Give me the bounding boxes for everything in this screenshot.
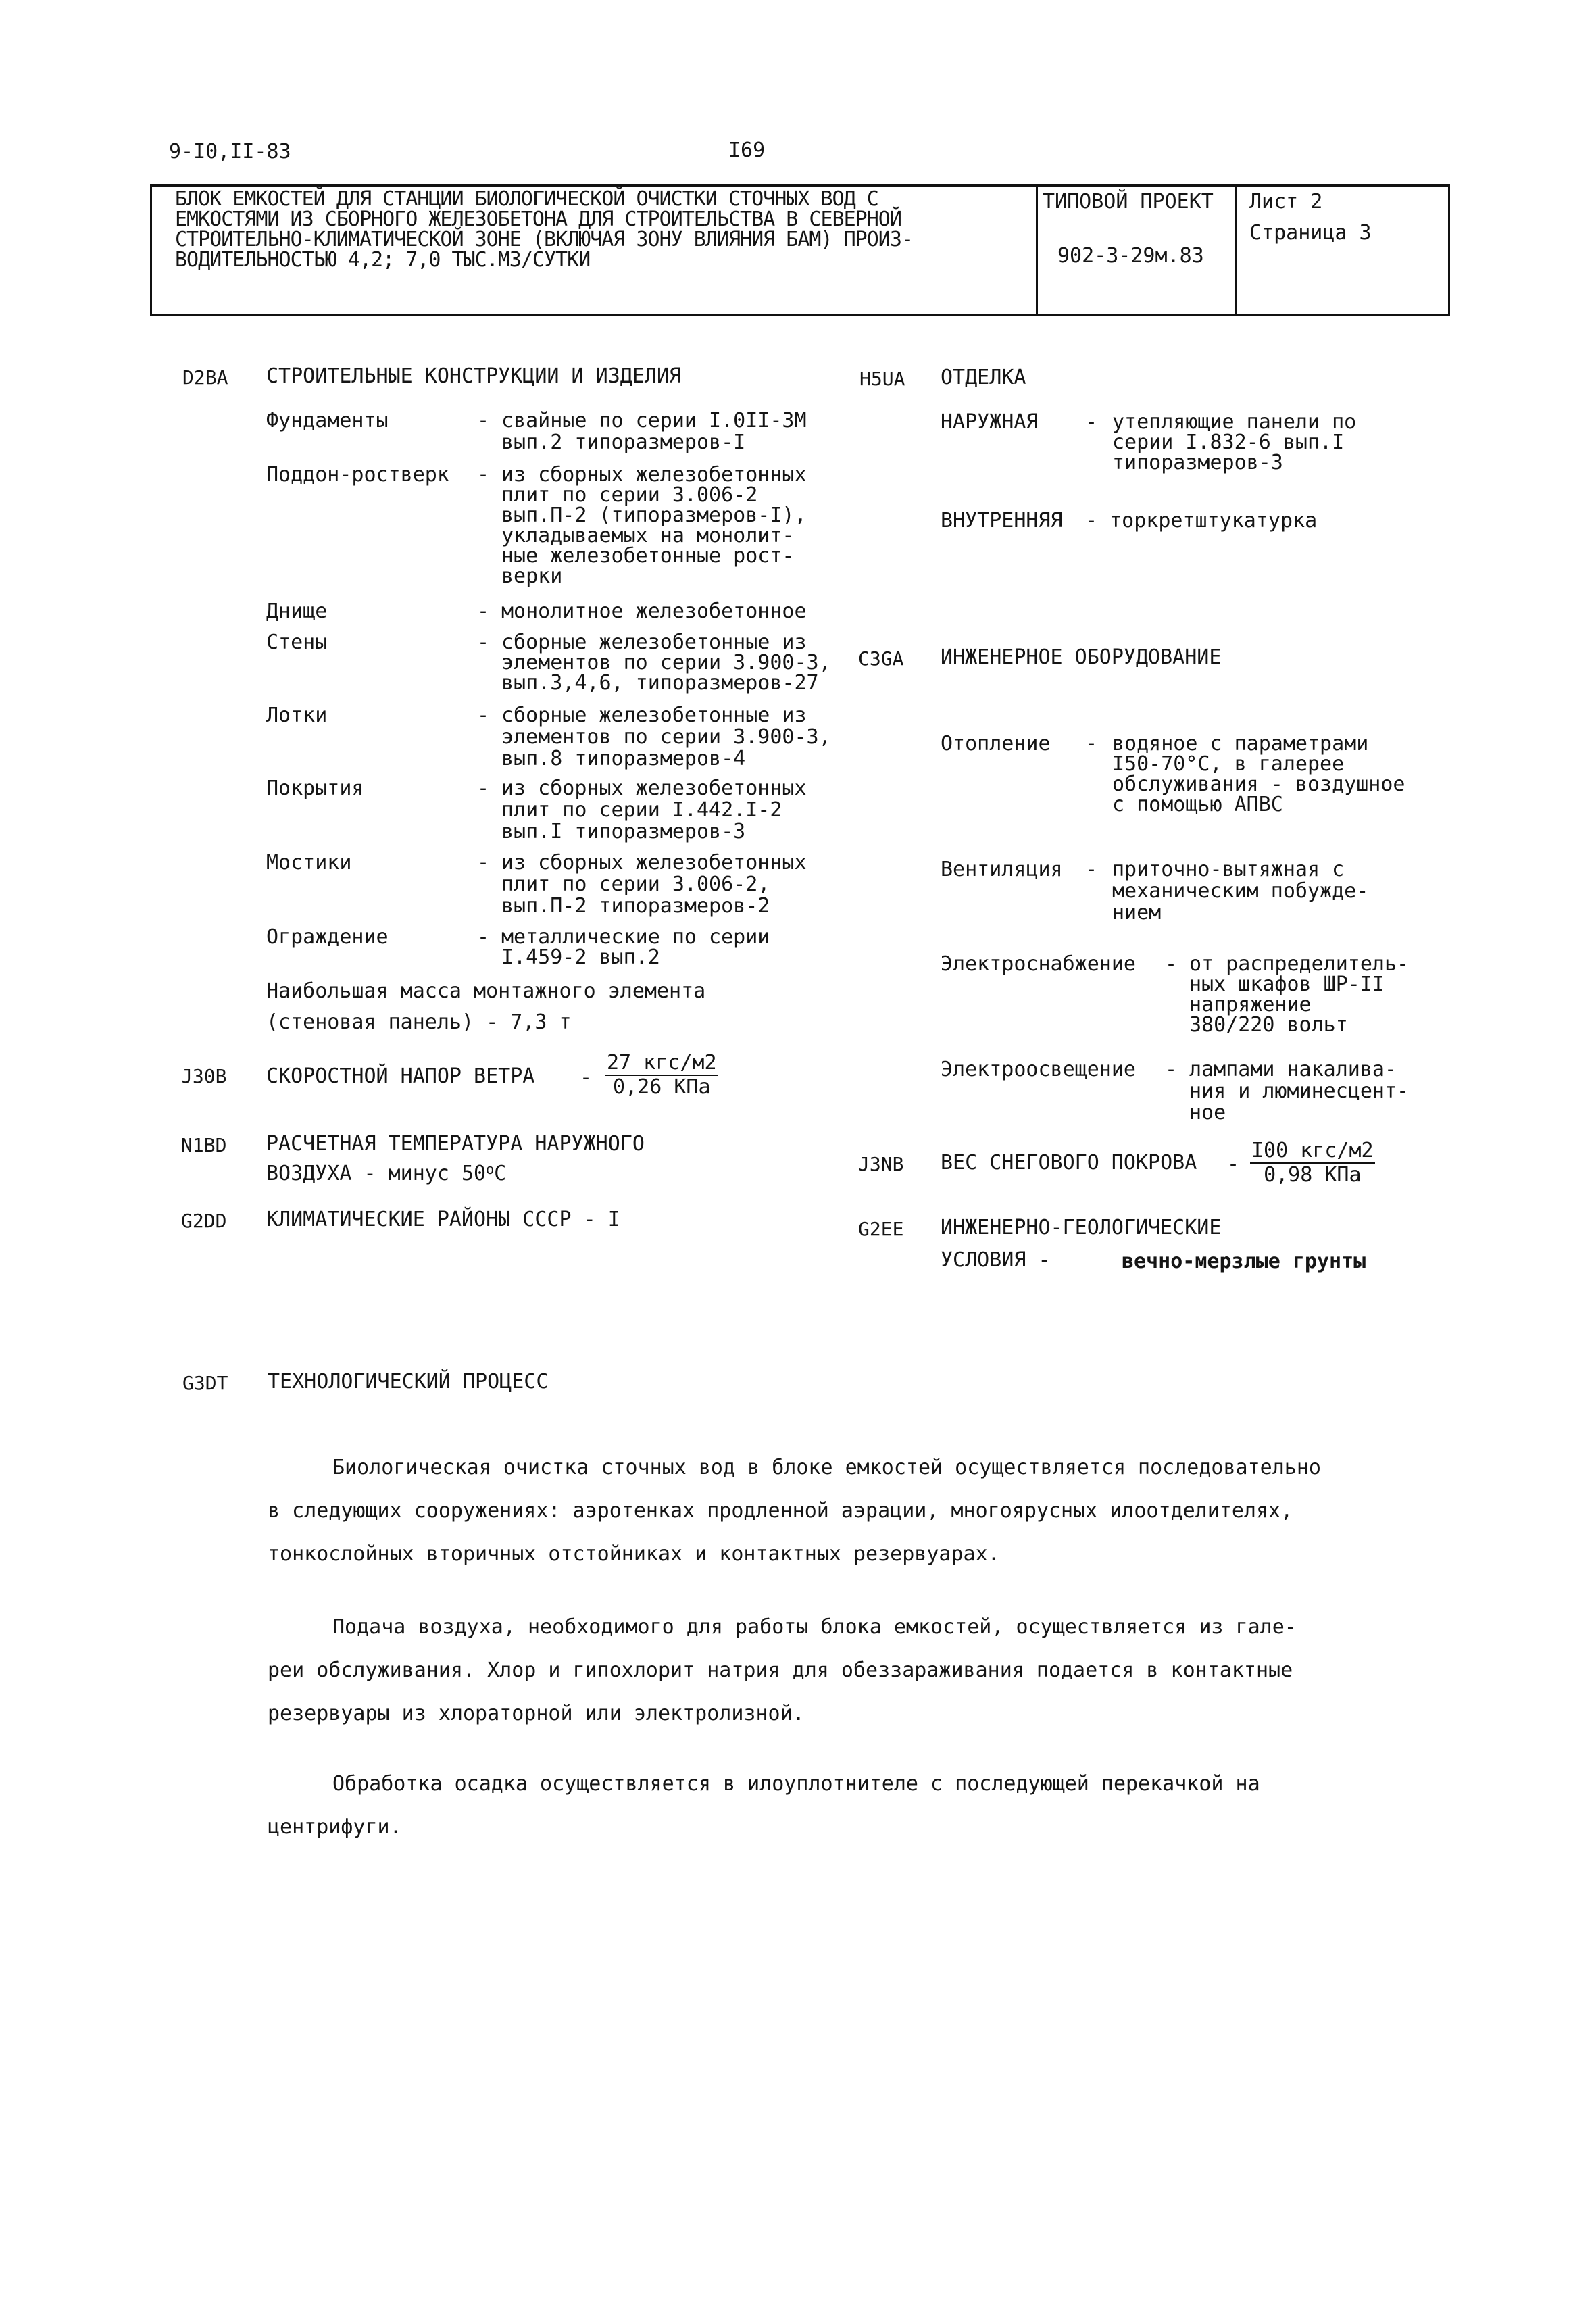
spec-dash: - (477, 777, 490, 800)
section-code-n1bd: N1BD (181, 1134, 227, 1156)
equip-line: напряжение (1189, 993, 1312, 1016)
equip-line: 380/220 вольт (1189, 1013, 1348, 1037)
equip-dash: - (1085, 858, 1098, 881)
spec-line: из сборных железобетонных (501, 851, 807, 875)
finishing-outer-dash: - (1085, 410, 1098, 434)
equip-dash: - (1165, 1058, 1178, 1081)
wind-pressure-dash: - (580, 1066, 593, 1089)
section-code-g2dd: G2DD (181, 1210, 227, 1232)
spec-line: из сборных железобетонных (501, 777, 807, 800)
equip-line: ное (1189, 1101, 1226, 1125)
spec-label: Мостики (266, 851, 352, 875)
fraction (1250, 1139, 1375, 1187)
snow-load-value (1250, 1139, 1375, 1187)
equip-line: водяное с параметрами (1112, 732, 1369, 756)
paragraph-line: тонкослойных вторичных отстойниках и контактных резервуарах. (268, 1542, 1000, 1566)
spec-line: элементов по серии 3.900-3, (501, 651, 831, 674)
paragraph-line: резервуары из хлораторной или электролизной. (268, 1702, 805, 1725)
section-code-c3ga: C3GA (858, 647, 904, 670)
equip-line: от распределитель- (1189, 952, 1410, 976)
paragraph-line: в следующих сооружениях: аэротенках продленной аэрации, многоярусных илоотделителях, (268, 1499, 1293, 1523)
process-paragraph-2 (268, 1606, 1389, 1736)
design-temp-text: ВОЗДУХА - минус 50 (266, 1162, 487, 1185)
spec-line: элементов по серии 3.900-3, (501, 725, 831, 749)
equip-label: Отопление (941, 732, 1051, 756)
spec-label: Днище (266, 599, 328, 623)
spec-dash: - (477, 409, 490, 433)
spec-line: сборные железобетонные из (501, 704, 807, 727)
paragraph-line: реи обслуживания. Хлор и гипохлорит натрия для обеззараживания подается в контактные (268, 1658, 1293, 1682)
spec-label: Поддон-ростверк (266, 463, 449, 487)
climatic-regions: КЛИМАТИЧЕСКИЕ РАЙОНЫ СССР - I (266, 1208, 620, 1231)
wind-pressure-title: СКОРОСТНОЙ НАПОР ВЕТРА (266, 1064, 535, 1088)
wind-pressure-value (605, 1052, 718, 1099)
equip-line: нием (1112, 901, 1162, 925)
paragraph-line: Подача воздуха, необходимого для работы блока емкостей, осуществляется из гале- (332, 1615, 1297, 1639)
geology-value: вечно-мерзлые грунты (1122, 1250, 1366, 1273)
spec-line: верки (501, 564, 563, 588)
spec-line: плит по серии I.442.I-2 (501, 798, 782, 822)
sheet-label: Лист 2 (1249, 190, 1323, 214)
spec-line: вып.8 типоразмеров-4 (501, 747, 746, 770)
equip-line: ных шкафов ШР-II (1189, 973, 1385, 996)
design-temp-line-1: РАСЧЕТНАЯ ТЕМПЕРАТУРА НАРУЖНОГО (266, 1132, 645, 1156)
section-title-constructions: СТРОИТЕЛЬНЫЕ КОНСТРУКЦИИ И ИЗДЕЛИЯ (266, 364, 682, 388)
project-label: ТИПОВОЙ ПРОЕКТ (1043, 190, 1214, 214)
finishing-inner-label: ВНУТРЕННЯЯ (941, 509, 1063, 533)
equip-line: обслуживания - воздушное (1112, 772, 1405, 796)
spec-line: вып.I типоразмеров-3 (501, 820, 746, 843)
equip-line: механическим побужде- (1112, 879, 1369, 903)
title-line-3: СТРОИТЕЛЬНО-КЛИМАТИЧЕСКОЙ ЗОНЕ (ВКЛЮЧАЯ ЗОНУ ВЛИЯНИЯ БАМ) ПРОИЗ- (175, 228, 913, 251)
title-line-4: ВОДИТЕЛЬНОСТЬЮ 4,2; 7,0 ТЫС.М3/СУТКИ (175, 248, 591, 272)
section-code-d2ba: D2BA (182, 366, 228, 389)
title-line-1: БЛОК ЕМКОСТЕЙ ДЛЯ СТАНЦИИ БИОЛОГИЧЕСКОЙ ОЧИСТКИ СТОЧНЫХ ВОД С (175, 187, 878, 211)
spec-line: свайные по серии I.0II-3M (501, 409, 807, 433)
section-title-engineering: ИНЖЕНЕРНОЕ ОБОРУДОВАНИЕ (941, 645, 1222, 669)
spec-label: Покрытия (266, 777, 364, 800)
equip-label: Вентиляция (941, 858, 1063, 881)
paragraph-line: Обработка осадка осуществляется в илоуплотнителе с последующей перекачкой на (332, 1772, 1260, 1796)
spec-label: Лотки (266, 704, 328, 727)
spec-line: вып.П-2 типоразмеров-2 (501, 894, 770, 918)
section-title-finishing: ОТДЕЛКА (941, 366, 1026, 389)
spec-line: I.459-2 вып.2 (501, 945, 660, 969)
equip-label: Электроснабжение (941, 952, 1136, 976)
spec-line: металлические по серии (501, 925, 770, 949)
spec-line: плит по серии 3.006-2 (501, 483, 758, 507)
paragraph-line: Биологическая очистка сточных вод в блоке емкостей осуществляется последовательно (332, 1456, 1321, 1479)
spec-line: вып.2 типоразмеров-I (501, 430, 746, 454)
finishing-inner-value: - торкретштукатурка (1085, 509, 1318, 533)
project-code: 902-3-29м.83 (1057, 244, 1204, 268)
numerator: I00 кгс/м2 (1251, 1139, 1374, 1162)
snow-load-dash: - (1227, 1152, 1240, 1176)
numerator: 27 кгс/м2 (607, 1051, 717, 1075)
equip-line: ния и люминесцент- (1189, 1079, 1410, 1103)
spec-label: Ограждение (266, 925, 389, 949)
title-block (150, 184, 1450, 316)
section-code-h5ua: H5UA (859, 368, 905, 390)
equip-dash: - (1085, 732, 1098, 756)
section-code-j3nb: J3NB (858, 1153, 904, 1175)
spec-dash: - (477, 851, 490, 875)
finishing-outer-line: серии I.832-6 вып.I (1112, 430, 1345, 454)
temp-unit: С (494, 1162, 507, 1185)
equip-label: Электроосвещение (941, 1058, 1136, 1081)
equip-dash: - (1165, 952, 1178, 976)
spec-line: вып.3,4,6, типоразмеров-27 (501, 671, 819, 695)
spec-dash: - (477, 925, 490, 949)
design-temp-line-2 (266, 1162, 506, 1185)
degree-sign: о (486, 1161, 495, 1177)
fraction (605, 1052, 718, 1099)
max-mass-line-1: Наибольшая масса монтажного элемента (266, 979, 706, 1003)
denominator: 0,98 КПа (1264, 1163, 1362, 1187)
spec-label: Стены (266, 631, 328, 654)
spec-line: ные железобетонные рост- (501, 544, 795, 568)
paragraph-line: центрифуги. (268, 1815, 402, 1839)
section-code-g2ee: G2EE (858, 1218, 904, 1240)
spec-line: сборные железобетонные из (501, 631, 807, 654)
spec-line: монолитное железобетонное (501, 599, 807, 623)
process-paragraph-1 (268, 1446, 1389, 1576)
spec-dash: - (477, 631, 490, 654)
spec-dash: - (477, 463, 490, 487)
max-mass-line-2: (стеновая панель) - 7,3 т (266, 1010, 572, 1034)
title-line-2: ЕМКОСТЯМИ ИЗ СБОРНОГО ЖЕЛЕЗОБЕТОНА ДЛЯ СТРОИТЕЛЬСТВА В СЕВЕРНОЙ (175, 207, 901, 231)
denominator: 0,26 КПа (613, 1075, 711, 1099)
section-code-g3dt: G3DT (182, 1372, 228, 1394)
spec-label: Фундаменты (266, 409, 389, 433)
geology-line-1: ИНЖЕНЕРНО-ГЕОЛОГИЧЕСКИЕ (941, 1216, 1222, 1239)
equip-line: с помощью АПВС (1112, 793, 1283, 816)
geology-label: УСЛОВИЯ - (941, 1248, 1051, 1272)
finishing-outer-line: типоразмеров-3 (1112, 451, 1283, 474)
equip-line: I50-70°С, в галерее (1112, 752, 1345, 776)
spec-line: вып.П-2 (типоразмеров-I), (501, 503, 807, 527)
doc-number: 9-I0,II-83 (169, 140, 291, 164)
page-number: I69 (728, 139, 766, 162)
spec-dash: - (477, 704, 490, 727)
equip-line: лампами накалива- (1189, 1058, 1397, 1081)
section-title-process: ТЕХНОЛОГИЧЕСКИЙ ПРОЦЕСС (268, 1370, 549, 1394)
finishing-outer-line: утепляющие панели по (1112, 410, 1357, 434)
equip-line: приточно-вытяжная с (1112, 858, 1345, 881)
section-code-j30b: J30B (181, 1065, 227, 1087)
spec-line: из сборных железобетонных (501, 463, 807, 487)
page-label: Страница 3 (1249, 221, 1372, 245)
finishing-outer-label: НАРУЖНАЯ (941, 410, 1039, 434)
spec-line: укладываемых на монолит- (501, 524, 795, 547)
process-paragraph-3 (268, 1763, 1389, 1849)
snow-load-title: ВЕС СНЕГОВОГО ПОКРОВА (941, 1151, 1197, 1175)
spec-dash: - (477, 599, 490, 623)
spec-line: плит по серии 3.006-2, (501, 872, 770, 896)
